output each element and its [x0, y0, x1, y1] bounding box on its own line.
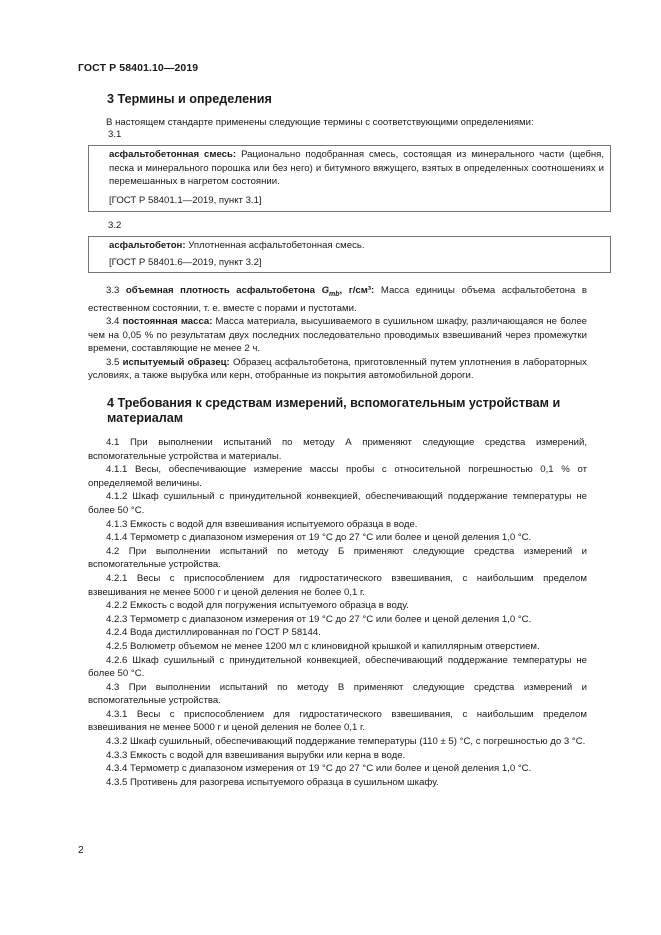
paragraph: 4.2.3 Термометр с диапазоном измерения от 19 °С до 27 °С или более и ценой деления 1,0 °С. — [106, 613, 532, 625]
term-3-1-term: асфальтобетонная смесь: — [109, 149, 237, 160]
term-3-1-source: [ГОСТ Р 58401.1—2019, пункт 3.1] — [109, 194, 262, 206]
term-3-1-def: Рационально подобранная смесь, состоящая из минерального части (щебня, песка и минерального порошка или без него) и битумного вяжущего, взятых в определенных соотношениях и перемешанных в нагретом состоянии. — [109, 149, 605, 188]
terms-3-3-to-3-5 — [88, 284, 587, 383]
paragraph: 4.1.2 Шкаф сушильный с принудительной конвекцией, обеспечивающий поддержание температуры не более 50 °С. — [88, 491, 587, 516]
section-4-body — [88, 436, 587, 789]
term-3-5-term: испытуемый образец: — [122, 356, 230, 368]
paragraph: 4.1.3 Емкость с водой для взвешивания испытуемого образца в воде. — [106, 518, 418, 530]
paragraph: 4.2.2 Емкость с водой для погружения испытуемого образца в воду. — [106, 600, 409, 612]
term-3-4-term: постоянная масса: — [122, 316, 213, 328]
term-3-5-def: Образец асфальтобетона, приготовленный путем уплотнения в лабораторных условиях, а также вырубка или керн, отобранные из покрытия автомобильной дороги. — [88, 356, 587, 382]
term-3-3-symbol: G — [321, 285, 330, 296]
paragraph: 4.1.4 Термометр с диапазоном измерения от 19 °С до 27 °С или более и ценой деления 1,0 °С. — [106, 532, 532, 544]
term-3-4 — [88, 315, 587, 356]
term-3-2-source: [ГОСТ Р 58401.6—2019, пункт 3.2] — [109, 256, 262, 268]
term-3-2-definition — [109, 239, 604, 253]
paragraph: 4.3 При выполнении испытаний по методу В применяют следующие средства измерений и вспомогательные устройства. — [88, 681, 587, 707]
term-3-3-def: Масса единицы объема асфальтобетона в естественном состоянии, т. е. вместе с порами и пустотами. — [88, 285, 587, 314]
term-3-3 — [88, 284, 587, 315]
term-3-3-subscript: mb — [329, 290, 340, 298]
term-3-4-def: Масса материала, высушиваемого в сушильном шкафу, различающаяся не более чем на 0,05 % по результатам двух последних последовательно проводимых взвешиваний через промежутки времени, составляющие не менее 2 ч. — [88, 316, 587, 355]
page-number: 2 — [78, 845, 84, 856]
paragraph: 4.2.4 Вода дистиллированная по ГОСТ Р 58144. — [106, 627, 321, 639]
paragraph: 4.3.2 Шкаф сушильный, обеспечивающий поддержание температуры (110 ± 5) °С, с погрешностью до 3 °С. — [106, 736, 586, 748]
section-3-intro — [88, 116, 587, 130]
intro-text: В настоящем стандарте применены следующие термины с соответствующими определениями: — [106, 117, 534, 128]
term-3-3-term: объемная плотность асфальтобетона $G_{mb}$, г/см³: — [125, 285, 375, 298]
paragraph: 4.3.3 Емкость с водой для взвешивания вырубки или керна в воде. — [106, 749, 406, 761]
term-3-2-term: асфальтобетон: — [109, 240, 186, 251]
section-4-heading: 4 Требования к средствам измерений, вспомогательным устройствам и материалам — [107, 396, 561, 425]
paragraph: 4.1.1 Весы, обеспечивающие измерение массы пробы с относительной погрешностью 0,1 % от определяемой величины. — [88, 464, 587, 489]
document-header: ГОСТ Р 58401.10—2019 — [78, 62, 199, 74]
paragraph: 4.3.4 Термометр с диапазоном измерения от 19 °С до 27 °С или более и ценой деления 1,0 °С. — [106, 763, 532, 775]
term-3-2-def: Уплотненная асфальтобетонная смесь. — [185, 240, 365, 251]
paragraph: 4.3.5 Противень для разогрева испытуемого образца в сушильном шкафу. — [106, 776, 439, 788]
section-3-heading: 3 Термины и определения — [107, 92, 272, 106]
term-3-5 — [88, 356, 587, 383]
term-3-2-box — [88, 236, 611, 273]
paragraph: 4.2.6 Шкаф сушильный с принудительной конвекцией, обеспечивающий поддержание температуры не более 50 °С. — [88, 654, 587, 680]
paragraph: 4.2.1 Весы с приспособлением для гидростатического взвешивания, с наибольшим пределом взвешивания не менее 5000 г и ценой деления не более 0,1 г. — [88, 572, 587, 598]
term-3-5-number: 3.5 — [106, 356, 123, 368]
term-3-4-number: 3.4 — [106, 316, 123, 328]
term-3-1-box — [88, 145, 611, 212]
term-3-2-number: 3.2 — [108, 220, 122, 231]
term-3-1-definition — [109, 148, 604, 189]
paragraph: 4.1 При выполнении испытаний по методу А применяют следующие средства измерений, вспомогательные устройства и материалы. — [88, 437, 587, 462]
term-3-1-number: 3.1 — [108, 129, 122, 140]
paragraph: 4.2.5 Волюметр объемом не менее 1200 мл с клиновидной крышкой и капиллярным отверстием. — [106, 640, 540, 652]
term-3-3-number: 3.3 — [106, 285, 126, 296]
paragraph: 4.2 При выполнении испытаний по методу Б применяют следующие средства измерений и вспомогательные устройства. — [88, 545, 587, 571]
paragraph: 4.3.1 Весы с приспособлением для гидростатического взвешивания, с наибольшим пределом взвешивания не менее 5000 г и ценой деления не более 0,1 г. — [88, 708, 587, 734]
